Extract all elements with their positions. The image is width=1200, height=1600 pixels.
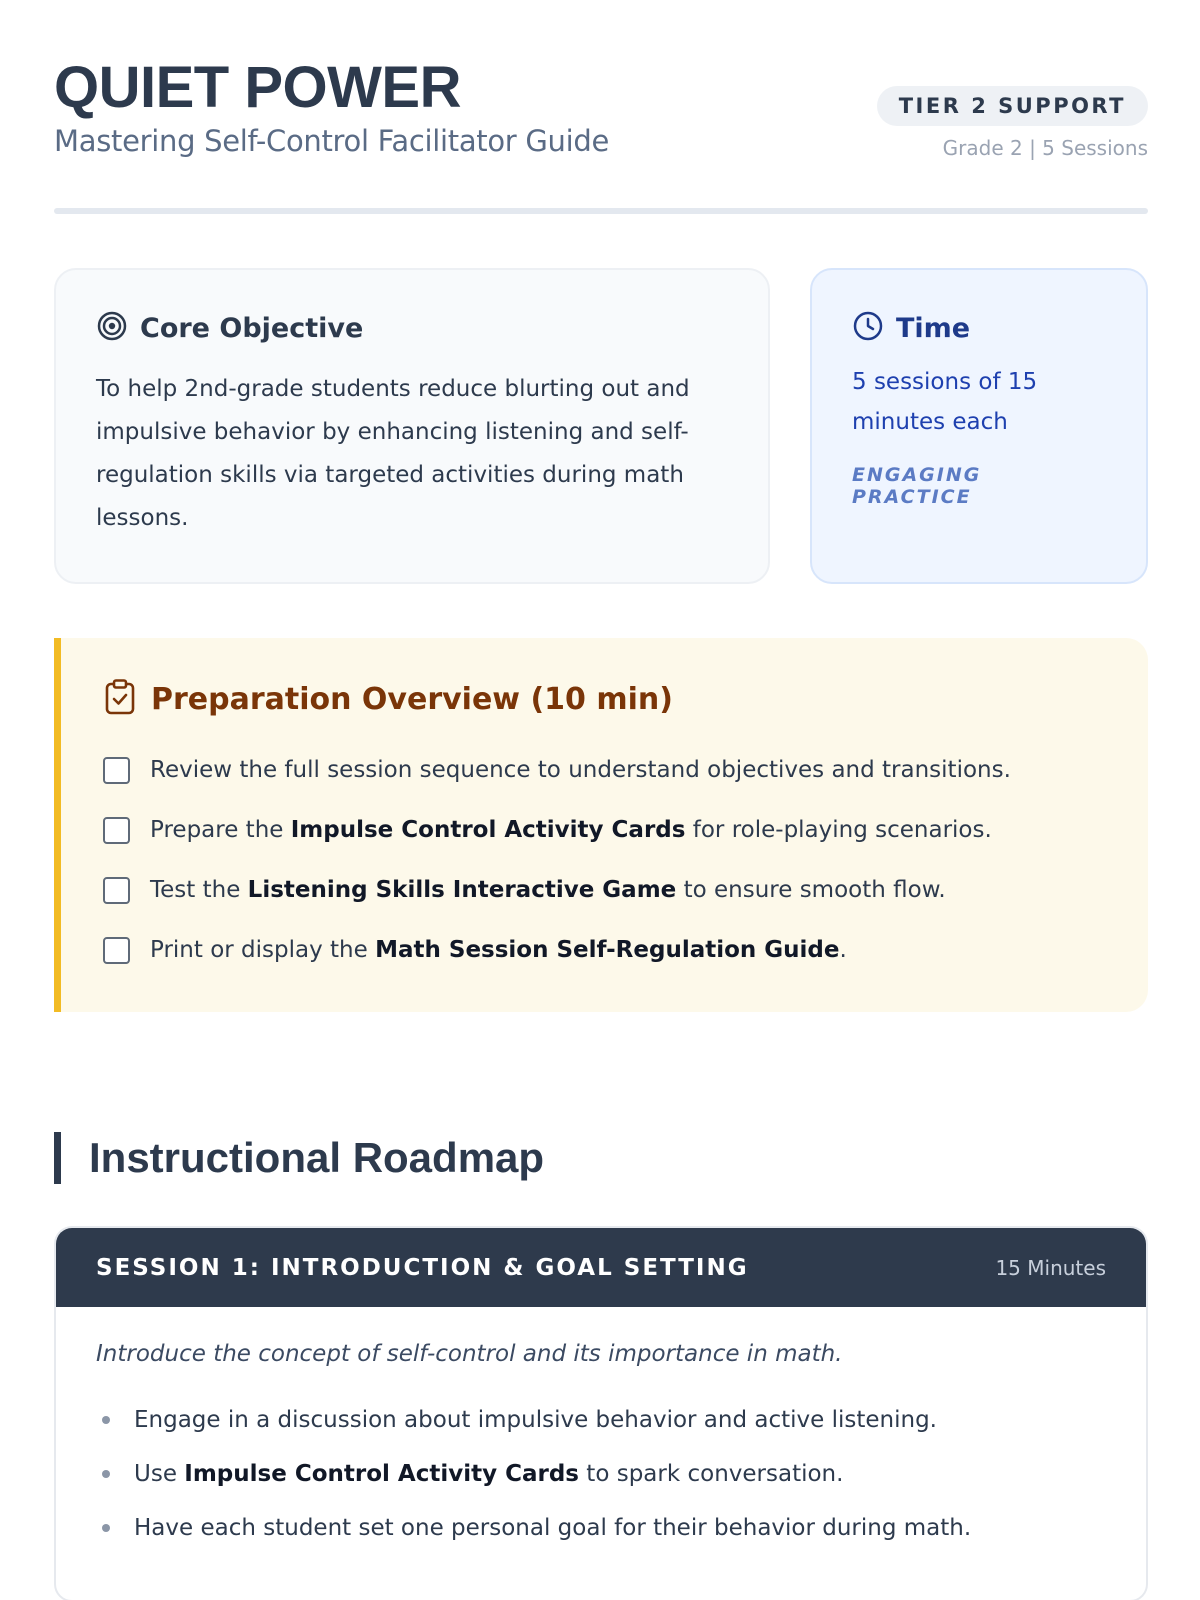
roadmap-heading: Instructional Roadmap: [89, 1134, 545, 1181]
session-activity-list: [96, 1393, 1106, 1555]
list-item: [96, 1447, 1106, 1501]
section-heading-roadmap: [54, 1132, 544, 1184]
checklist-item-text: Review the full session sequence to understand objectives and transitions.: [150, 757, 1011, 783]
page-title: QUIET POWER: [54, 55, 461, 120]
checklist-item: [103, 860, 1108, 920]
session-intro: Introduce the concept of self-control and its importance in math.: [96, 1341, 843, 1367]
checkbox[interactable]: [103, 877, 130, 904]
tier-badge: TIER 2 SUPPORT: [877, 86, 1148, 126]
engaging-practice-tag: ENGAGING PRACTICE: [852, 464, 982, 508]
grade-info: Grade 2 | 5 Sessions: [942, 136, 1148, 160]
clock-icon: [852, 310, 884, 346]
list-item-text: Engage in a discussion about impulsive behavior and active listening.: [134, 1407, 937, 1433]
preparation-checklist: [103, 740, 1108, 980]
checkbox[interactable]: [103, 817, 130, 844]
time-heading: Time: [896, 312, 971, 344]
checklist-item-text: Test the Listening Skills Interactive Game to ensure smooth flow.: [150, 877, 946, 903]
bullet-icon: [102, 1470, 110, 1478]
checklist-item-text: Print or display the Math Session Self-Regulation Guide.: [150, 937, 847, 963]
list-item: [96, 1501, 1106, 1555]
checkbox[interactable]: [103, 937, 130, 964]
checklist-item-text: Prepare the Impulse Control Activity Cards for role-playing scenarios.: [150, 817, 992, 843]
clipboard-check-icon: [103, 678, 137, 720]
checklist-item: [103, 740, 1108, 800]
session-duration: 15 Minutes: [995, 1255, 1106, 1280]
checklist-item: [103, 920, 1108, 980]
target-icon: [96, 310, 128, 346]
checkbox[interactable]: [103, 757, 130, 784]
page-subtitle: Mastering Self-Control Facilitator Guide: [54, 124, 610, 158]
time-card: [810, 268, 1148, 584]
core-objective-card: [54, 268, 770, 584]
bullet-icon: [102, 1416, 110, 1424]
time-text: 5 sessions of 15 minutes each: [852, 369, 1038, 435]
core-objective-heading: Core Objective: [140, 312, 364, 344]
checklist-item: [103, 800, 1108, 860]
core-objective-text: To help 2nd-grade students reduce blurting out and impulsive behavior by enhancing listening and self-regulation skills via targeted activities during math lessons.: [96, 376, 690, 531]
list-item-text: Have each student set one personal goal for their behavior during math.: [134, 1515, 972, 1541]
preparation-overview: [54, 638, 1148, 1012]
page-header: [54, 56, 1148, 212]
list-item-text: Use Impulse Control Activity Cards to spark conversation.: [134, 1461, 844, 1487]
preparation-heading: Preparation Overview (10 min): [151, 681, 673, 717]
session-card: [54, 1226, 1148, 1600]
session-title: SESSION 1: INTRODUCTION & GOAL SETTING: [96, 1254, 749, 1281]
header-divider: [54, 208, 1148, 214]
list-item: [96, 1393, 1106, 1447]
bullet-icon: [102, 1524, 110, 1532]
session-header: [56, 1228, 1146, 1307]
